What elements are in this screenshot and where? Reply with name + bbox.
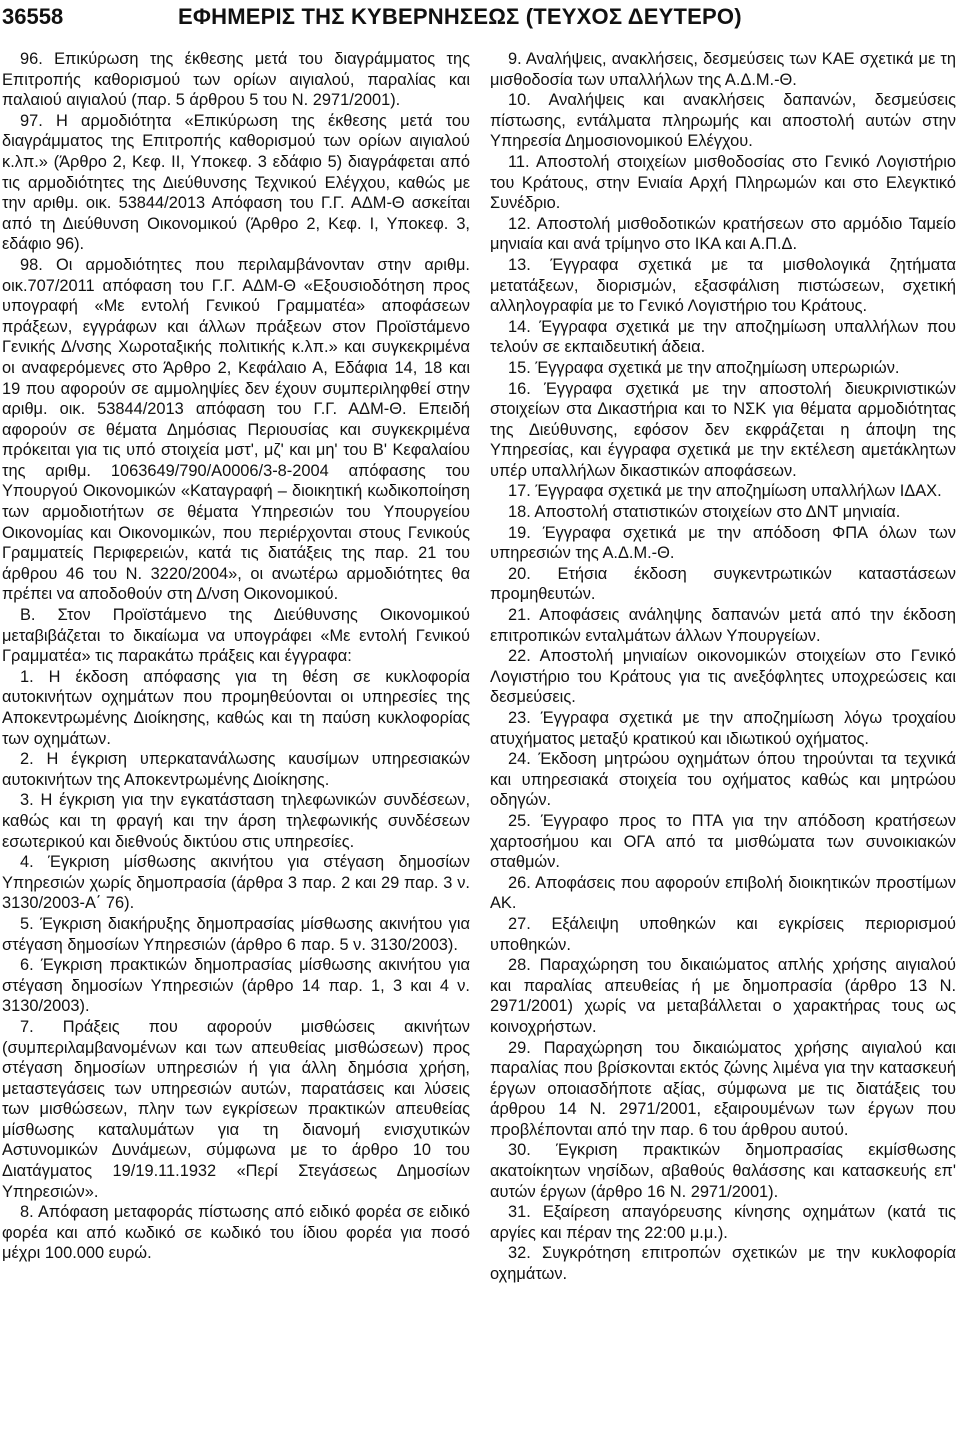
paragraph: 14. Έγγραφα σχετικά με την αποζημίωση υπαλλήλων που τελούν σε εκπαιδευτική άδεια. xyxy=(490,317,956,357)
gazette-title: ΕΦΗΜΕΡΙΣ ΤΗΣ ΚΥΒΕΡΝΗΣΕΩΣ (ΤΕΥΧΟΣ ΔΕΥΤΕΡΟ) xyxy=(178,4,742,29)
paragraph: 4. Έγκριση μίσθωσης ακινήτου για στέγαση δημοσίων Υπηρεσιών χωρίς δημοπρασία (άρθρα 3 παρ. 2 και 29 παρ. 3 ν. 3130/2003-Α΄ 76). xyxy=(2,853,470,913)
paragraph: 32. Συγκρότηση επιτροπών σχετικών με την κυκλοφορία οχημάτων. xyxy=(490,1244,956,1284)
paragraph: 18. Αποστολή στατιστικών στοιχείων στο ΔΝΤ μηνιαία. xyxy=(508,503,901,522)
paragraph: 15. Έγγραφα σχετικά με την αποζημίωση υπερωριών. xyxy=(508,358,900,377)
paragraph: 21. Αποφάσεις ανάληψης δαπανών μετά από την έκδοση επιτροπικών ενταλμάτων άλλων Υπουργείων. xyxy=(490,606,956,645)
page-header xyxy=(0,0,960,40)
paragraph: 10. Αναλήψεις και ανακλήσεις δαπανών, δεσμεύσεις πίστωσης, εντάλματα πληρωμής και αποστολή αυτών στην Υπηρεσία Δημοσιονομικού Ελέγχου. xyxy=(490,91,956,151)
paragraph: 27. Εξάλειψη υποθηκών και εγκρίσεις περιορισμού υποθηκών. xyxy=(490,914,956,954)
paragraph: 16. Έγγραφα σχετικά με την αποστολή διευκρινιστικών στοιχείων στα Δικαστήρια και το ΝΣΚ για θέματα αρμοδιότητας της Διεύθυνσης, εφόσον δεν εκφράζεται η άποψη της Υπηρεσίας, και έγγραφα σχετικά με την εκτέλεση αμετάκλητων υπέρ υπαλλήλων δικαστικών αποφάσεων. xyxy=(490,379,956,480)
paragraph: 28. Παραχώρηση του δικαιώματος απλής χρήσης αιγιαλού και παραλίας απευθείας ή με δημοπρασία (άρθρο 13 Ν. 2971/2001) χωρίς να μεταβάλλεται ο χαρακτήρας τους ως κοινοχρήστων. xyxy=(490,956,956,1036)
paragraph: 3. Η έγκριση για την εγκατάσταση τηλεφωνικών συνδέσεων, καθώς και τη φραγή και την άρση τηλεφωνικής συνδέσεων εσωτερικού και διεθνούς δικτύου στις υπηρεσίες. xyxy=(2,791,470,851)
paragraph: 7. Πράξεις που αφορούν μισθώσεις ακινήτων (συμπεριλαμβανομένων και των απευθείας μισθώσεων) προς στέγαση δημοσίων υπηρεσιών ή για άλλη δημόσια χρήση, μεταστεγάσεις των υπηρεσιών αυτών, παρατάσεις και λύσεις των μισθώσεων, πλην των εγκρίσεων πρακτικών απευθείας μίσθωσης καταλυμάτων για τη διανομή ενισχυτικών Αστυνομικών Δυνάμεων, σύμφωνα με το άρθρο 10 του Διατάγματος 19/19.11.1932 «Περί Στεγάσεως Δημοσίων Υπηρεσιών». xyxy=(2,1017,470,1201)
paragraph: 1. Η έκδοση απόφασης για τη θέση σε κυκλοφορία αυτοκινήτων οχημάτων που προμηθεύονται οι υπηρεσίες της Αποκεντρωμένης Διοίκησης, καθώς και τη παύση κυκλοφορίας των οχημάτων. xyxy=(2,667,470,748)
paragraph: 22. Αποστολή μηνιαίων οικονομικών στοιχείων στο Γενικό Λογιστήριο του Κράτους για τις ανεξόφλητες υποχρεώσεις και δεσμεύσεις. xyxy=(490,647,956,707)
right-column xyxy=(490,49,956,1429)
page-number: 36558 xyxy=(2,4,64,29)
paragraph: 26. Αποφάσεις που αφορούν επιβολή διοικητικών προστίμων ΑΚ. xyxy=(490,873,956,913)
paragraph: 11. Αποστολή στοιχείων μισθοδοσίας στο Γενικό Λογιστήριο του Κράτους, στην Ενιαία Αρχή Πληρωμών και στο Ελεγκτικό Συνέδριο. xyxy=(490,152,956,213)
paragraph: 25. Έγγραφο προς το ΠΤΑ για την απόδοση κρατήσεων χαρτοσήμου και ΟΓΑ από τα μισθώματα των συνοικιακών σταθμών. xyxy=(490,811,956,872)
paragraph: 12. Αποστολή μισθοδοτικών κρατήσεων στο αρμόδιο Ταμείο μηνιαία και ανά τρίμηνο στο ΙΚΑ και Α.Π.Δ. xyxy=(490,214,956,254)
paragraph: 97. Η αρμοδιότητα «Επικύρωση της έκθεσης μετά του διαγράμματος της Επιτροπής καθορισμού των ορίων αιγιαλού κ.λπ.» (Άρθρο 2, Κεφ. ΙΙ, Υποκεφ. 3 εδάφιο 5) διαγράφεται από τις αρμοδιότητες της Διεύθυνσης Τεχνικού Ελέγχου, καθώς με την αριθμ. οικ. 53844/2013 Απόφαση του Γ.Γ. ΑΔΜ-Θ ασκείται από τη Διεύθυνση Οικονομικού (Άρθρο 2, Κεφ. Ι, Υποκεφ. 3, εδάφιο 96). xyxy=(2,111,470,254)
paragraph: 24. Έκδοση μητρώου οχημάτων όπου τηρούνται τα τεχνικά και υπηρεσιακά στοιχεία του οχήματος καθώς και μητρώου οδηγών. xyxy=(490,750,956,810)
paragraph: 31. Εξαίρεση απαγόρευσης κίνησης οχημάτων (κατά τις αργίες και πέραν της 22:00 μ.μ.). xyxy=(490,1203,956,1242)
paragraph: 9. Αναλήψεις, ανακλήσεις, δεσμεύσεις των ΚΑΕ σχετικά με τη μισθοδοσία των υπαλλήλων της Α.Δ.Μ.-Θ. xyxy=(490,50,956,89)
paragraph: 8. Απόφαση μεταφοράς πίστωσης από ειδικό φορέα σε ειδικό φορέα και από κωδικό σε κωδικό του ίδιου φορέα για ποσό μέχρι 100.000 ευρώ. xyxy=(2,1203,470,1263)
paragraph: 5. Έγκριση διακήρυξης δημοπρασίας μίσθωσης ακινήτου για στέγαση δημοσίων Υπηρεσιών (άρθρο 6 παρ. 5 ν. 3130/2003). xyxy=(2,914,470,954)
paragraph: 30. Έγκριση πρακτικών δημοπρασίας εκμίσθωσης ακατοίκητων νησίδων, αβαθούς θαλάσσης και κατασκευής επ' αυτών έργων (άρθρο 16 Ν. 2971/2001). xyxy=(490,1141,956,1201)
paragraph: 19. Έγγραφα σχετικά με την απόδοση ΦΠΑ όλων των υπηρεσιών της Α.Δ.Μ.-Θ. xyxy=(490,523,956,563)
paragraph: 29. Παραχώρηση του δικαιώματος χρήσης αιγιαλού και παραλίας που βρίσκονται εκτός ζώνης λιμένα για την κατασκευή έργων οποιασδήποτε αξίας, σύμφωνα με τις διατάξεις του άρθρου 14 Ν. 2971/2001, εξαιρουμένων των έργων που προβλέπονται από την παρ. 6 του άρθρου αυτού. xyxy=(490,1038,956,1139)
paragraph: 23. Έγγραφα σχετικά με την αποζημίωση λόγω τροχαίου ατυχήματος μεταξύ κρατικού και ιδιωτικού οχήματος. xyxy=(490,709,956,748)
paragraph: 13. Έγγραφα σχετικά με τα μισθολογικά ζητήματα μετατάξεων, διορισμών, εξασφάλιση πιστώσεων, σχετική αλληλογραφία με το Γενικό Λογιστήριο του Κράτους. xyxy=(490,255,956,316)
paragraph: 20. Ετήσια έκδοση συγκεντρωτικών καταστάσεων προμηθευτών. xyxy=(490,564,956,604)
paragraph: Β. Στον Προϊστάμενο της Διεύθυνσης Οικονομικού μεταβιβάζεται το δικαίωμα να υπογράφει «Με εντολή Γενικού Γραμματέα» τις παρακάτω πράξεις και έγγραφα: xyxy=(2,606,470,666)
paragraph: 6. Έγκριση πρακτικών δημοπρασίας μίσθωσης ακινήτου για στέγαση δημοσίων Υπηρεσιών (άρθρο 14 παρ. 1, 3 και 4 ν. 3130/2003). xyxy=(2,956,470,1016)
paragraph: 17. Έγγραφα σχετικά με την αποζημίωση υπαλλήλων ΙΔΑΧ. xyxy=(508,482,942,501)
left-column xyxy=(2,49,470,1429)
paragraph: 96. Επικύρωση της έκθεσης μετά του διαγράμματος της Επιτροπής καθορισμού των ορίων αιγιαλού, παραλίας και παλαιού αιγιαλού (παρ. 5 άρθρου 5 του Ν. 2971/2001). xyxy=(2,50,470,110)
paragraph: 2. Η έγκριση υπερκατανάλωσης καυσίμων υπηρεσιακών αυτοκινήτων της Αποκεντρωμένης Διοίκησης. xyxy=(2,750,470,789)
paragraph: 98. Οι αρμοδιότητες που περιλαμβάνονταν στην αριθμ. οικ.707/2011 απόφαση του Γ.Γ. ΑΔΜ-Θ «Εξουσιοδότηση προς υπογραφή «Με εντολή Γενικού Γραμματέα» αποφάσεων πράξεων, εγγράφων και άλλων πράξεων στον Προϊστάμενο Γενικής Δ/νσης Χωροταξικής πολιτικής κ.λπ.» και συγκεκριμένα οι αναφερόμενες στο Άρθρο 2, Κεφάλαιο Α, Εδάφια 14, 18 και 19 που αφορούν σε αμμοληψίες δεν έχουν συμπεριληφθεί στην αριθμ. οικ. 53844/2013 απόφαση του Γ.Γ. ΑΔΜ-Θ. Επειδή αφορούν σε θέματα Δημόσιας Περιουσίας και συγκεκριμένα πρόκειται για τις υπό στοιχεία μστ', μζ' και μη' του Β' Κεφαλαίου της αριθμ. 1063649/790/Α0006/3-8-2004 απόφασης του Υπουργού Οικονομικών «Καταγραφή – διοικητική κωδικοποίηση των αρμοδιοτήτων σε θέματα Υπηρεσιών του Υπουργείου Οικονομίας και Οικονομικών, που περιέρχονται στους Γενικούς Γραμματείς Περιφερειών, κατά τις διατάξεις της παρ. 21 του άρθρου 46 του Ν. 3220/2004», οι ανωτέρω αρμοδιότητες θα πρέπει να αποδοθούν στη Δ/νση Οικονομικού. xyxy=(2,255,470,604)
